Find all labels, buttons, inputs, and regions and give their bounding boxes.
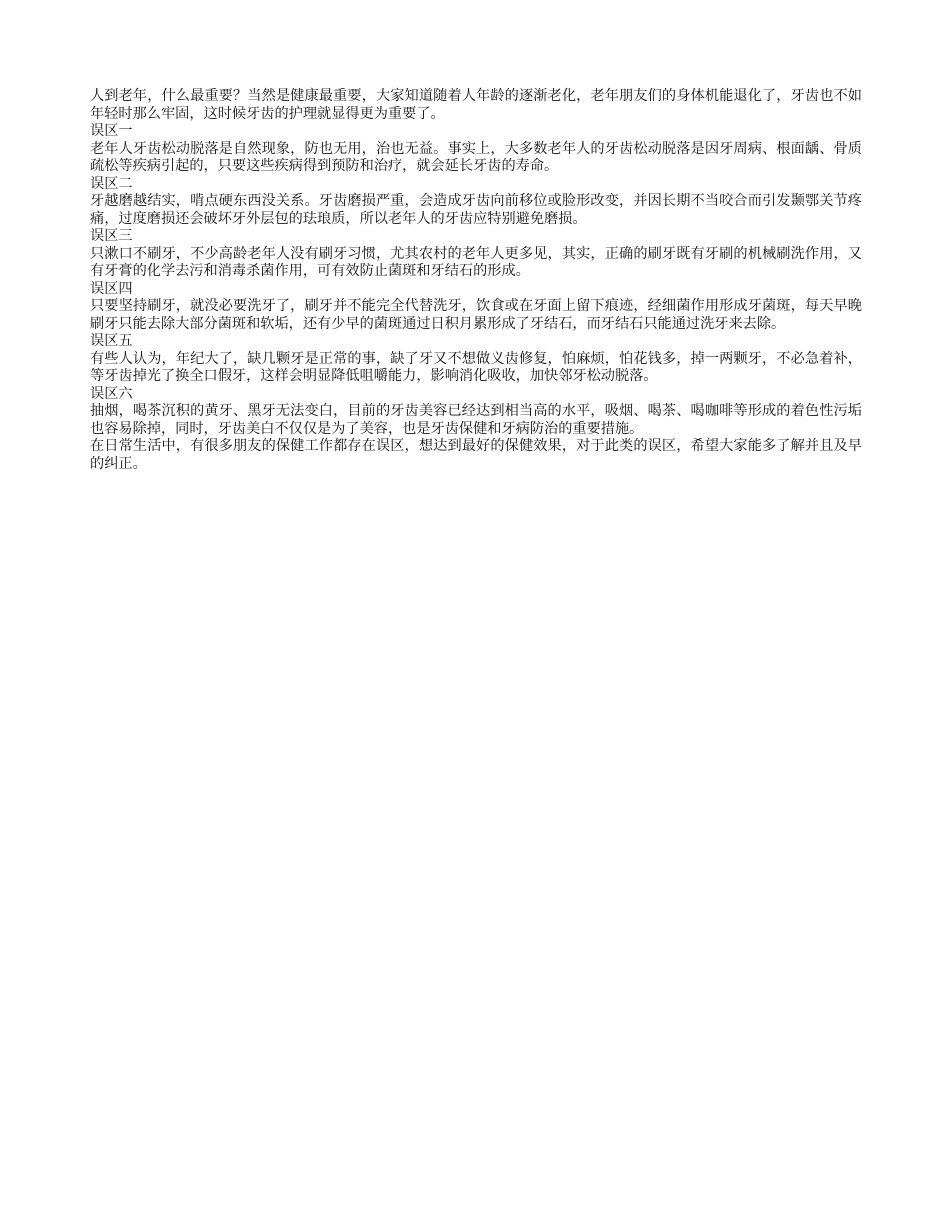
section-heading-4: 误区四	[90, 280, 133, 297]
section-heading-6: 误区六	[90, 385, 133, 402]
article-body	[90, 88, 862, 473]
section-heading-3: 误区三	[90, 228, 133, 244]
section-heading-2: 误区二	[90, 175, 133, 192]
section-paragraph-1: 老年人牙齿松动脱落是自然现象，防也无用，治也无益。事实上，大多数老年人的牙齿松动脱落是因牙周病、根面龋、骨质疏松等疾病引起的，只要这些疾病得到预防和治疗，就会延长牙齿的寿命。	[90, 140, 862, 174]
section-paragraph-2: 牙越磨越结实，啃点硬东西没关系。牙齿磨损严重，会造成牙齿向前移位或脸形改变，并因长期不当咬合而引发颞鄂关节疼痛，过度磨损还会破坏牙外层包的珐琅质，所以老年人的牙齿应特别避免磨损。	[90, 193, 862, 227]
intro-paragraph: 人到老年，什么最重要？当然是健康最重要，大家知道随着人年龄的逐渐老化，老年朋友们的身体机能退化了，牙齿也不如年轻时那么牢固，这时候牙齿的护理就显得更为重要了。	[90, 88, 862, 122]
section-paragraph-3: 只漱口不刷牙，不少高龄老年人没有刷牙习惯，尤其农村的老年人更多见，其实，正确的刷牙既有牙刷的机械刷洗作用，又有牙膏的化学去污和消毒杀菌作用，可有效防止菌斑和牙结石的形成。	[90, 245, 862, 279]
section-heading-1: 误区一	[90, 123, 133, 139]
conclusion-paragraph: 在日常生活中，有很多朋友的保健工作都存在误区，想达到最好的保健效果，对于此类的误区，希望大家能多了解并且及早的纠正。	[90, 438, 862, 472]
section-paragraph-4: 只要坚持刷牙，就没必要洗牙了，刷牙并不能完全代替洗牙，饮食或在牙面上留下痕迹，经细菌作用形成牙菌斑，每天早晚刷牙只能去除大部分菌斑和软垢，还有少早的菌斑通过日积月累形成了牙结石，而牙结石只能通过洗牙来去除。	[90, 298, 862, 332]
section-heading-5: 误区五	[90, 333, 133, 349]
section-paragraph-6: 抽烟，喝茶沉积的黄牙、黑牙无法变白，目前的牙齿美容已经达到相当高的水平，吸烟、喝茶、喝咖啡等形成的着色性污垢也容易除掉，同时，牙齿美白不仅仅是为了美容，也是牙齿保健和牙病防治的重要措施。	[90, 403, 862, 437]
section-paragraph-5: 有些人认为，年纪大了，缺几颗牙是正常的事，缺了牙又不想做义齿修复，怕麻烦，怕花钱多，掉一两颗牙，不必急着补，等牙齿掉光了换全口假牙，这样会明显降低咀嚼能力，影响消化吸收，加快邻牙松动脱落。	[90, 350, 862, 384]
